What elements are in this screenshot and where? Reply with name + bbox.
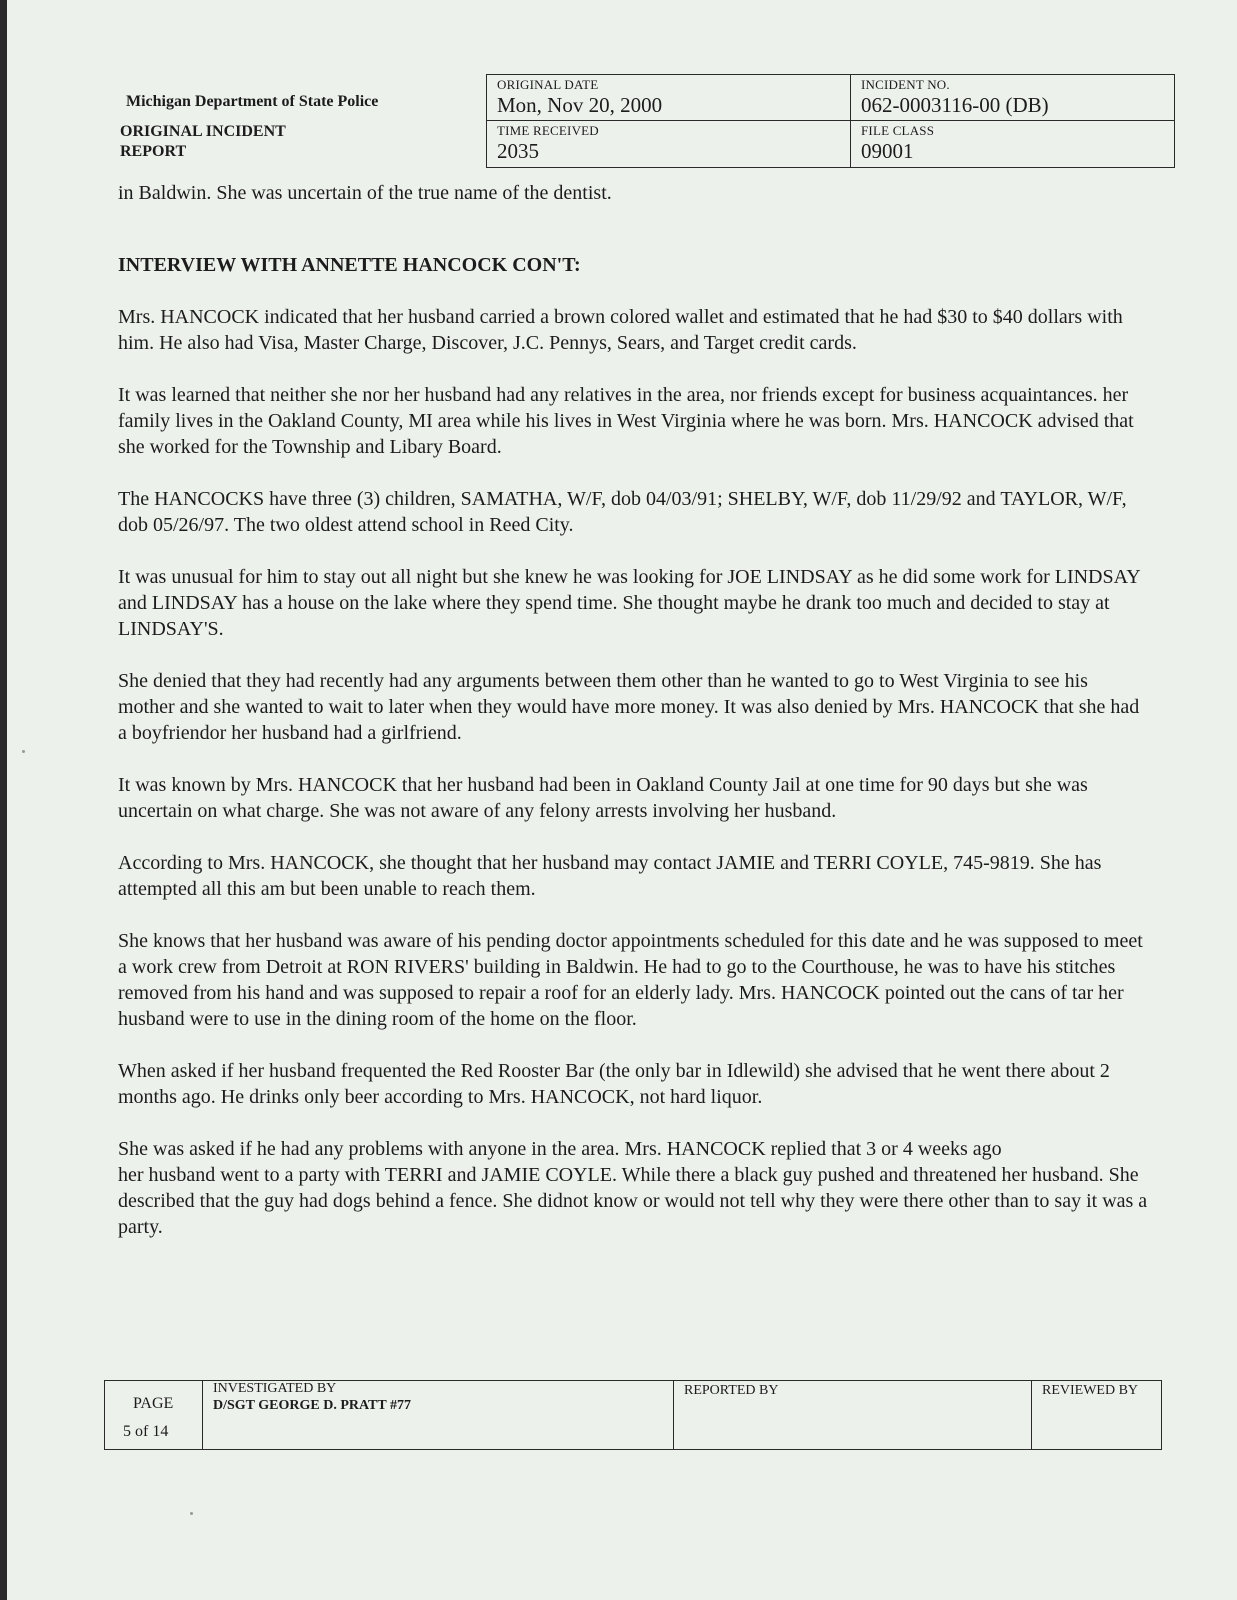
paragraph-party: her husband went to a party with TERRI and JAMIE COYLE. While there a black guy pushed and threatened her husband. She described that the guy had dogs behind a fence. She didnot know or would not tell why they were there other than to say it was a party.	[118, 1164, 1148, 1238]
file-class-cell	[851, 121, 1174, 167]
time-received-value: 2035	[497, 139, 539, 163]
original-date-value: Mon, Nov 20, 2000	[497, 93, 663, 117]
paragraph-jail: It was known by Mrs. HANCOCK that her husband had been in Oakland County Jail at one time for 90 days but she was uncertain on what charge. She was not aware of any felony arrests involving her husband.	[118, 774, 1088, 822]
paragraph-coyle-contact: According to Mrs. HANCOCK, she thought that her husband may contact JAMIE and TERRI COYLE, 745-9819. She has attempted all this am but been unable to reach them.	[118, 852, 1102, 900]
paragraph-lindsay: It was unusual for him to stay out all night but she knew he was looking for JOE LINDSAY as he did some work for LINDSAY and LINDSAY has a house on the lake where they spend time. She thought maybe he drank too much and decided to stay at LINDSAY'S.	[118, 566, 1140, 640]
report-body	[118, 180, 1148, 1240]
file-class-label: FILE CLASS	[861, 123, 935, 138]
footer-signature-box	[104, 1380, 1162, 1450]
page-cell	[105, 1381, 203, 1449]
paragraph-children: The HANCOCKS have three (3) children, SAMATHA, W/F, dob 04/03/91; SHELBY, W/F, dob 11/29/92 and TAYLOR, W/F, dob 05/26/97. The two oldest attend school in Reed City.	[118, 488, 1127, 536]
paragraph-problems: She was asked if he had any problems with anyone in the area. Mrs. HANCOCK replied that 3 or 4 weeks ago	[118, 1138, 1002, 1160]
paragraph-appointments: She knows that her husband was aware of his pending doctor appointments scheduled for this date and he was supposed to meet a work crew from Detroit at RON RIVERS' building in Baldwin. He had to go to the Courthouse, he was to have his stitches removed from his hand and was supposed to repair a roof for an elderly lady. Mrs. HANCOCK pointed out the cans of tar her husband were to use in the dining room of the home on the floor.	[118, 930, 1143, 1030]
original-date-label: ORIGINAL DATE	[497, 77, 599, 92]
investigated-by-value: D/SGT GEORGE D. PRATT #77	[213, 1398, 411, 1413]
scan-speck	[22, 750, 25, 753]
intro-paragraph: in Baldwin. She was uncertain of the true name of the dentist.	[118, 182, 612, 204]
file-class-value: 09001	[861, 139, 914, 163]
reviewed-by-cell	[1032, 1381, 1161, 1449]
page-value: 5 of 14	[123, 1423, 169, 1440]
report-title-line1: ORIGINAL INCIDENT	[120, 123, 286, 140]
paragraph-relatives: It was learned that neither she nor her husband had any relatives in the area, nor friends except for business acquaintances. her family lives in the Oakland County, MI area while his lives in West Virginia where he was born. Mrs. HANCOCK advised that she worked for the Township and Libary Board.	[118, 384, 1134, 458]
paragraph-wallet: Mrs. HANCOCK indicated that her husband carried a brown colored wallet and estimated that he had $30 to $40 dollars with him. He also had Visa, Master Charge, Discover, J.C. Pennys, Sears, and Target credit cards.	[118, 306, 1123, 354]
department-name: Michigan Department of State Police	[126, 93, 379, 110]
paragraph-arguments: She denied that they had recently had any arguments between them other than he wanted to go to West Virginia to see his mother and she wanted to wait to later when they would have more money. It was also denied by Mrs. HANCOCK that she had a boyfriendor her husband had a girlfriend.	[118, 670, 1140, 744]
scan-edge	[0, 0, 7, 1600]
time-received-cell	[487, 121, 851, 167]
report-title-line2: REPORT	[120, 143, 187, 160]
incident-no-value: 062-0003116-00 (DB)	[861, 93, 1049, 117]
investigated-by-cell	[203, 1381, 674, 1449]
original-date-cell	[487, 75, 851, 121]
section-heading: INTERVIEW WITH ANNETTE HANCOCK CON'T:	[118, 254, 581, 276]
time-received-label: TIME RECEIVED	[497, 123, 599, 138]
reviewed-by-label: REVIEWED BY	[1042, 1383, 1139, 1398]
reported-by-cell	[674, 1381, 1032, 1449]
page-label: PAGE	[133, 1395, 174, 1412]
report-title	[120, 122, 286, 162]
incident-no-label: INCIDENT NO.	[861, 77, 950, 92]
paragraph-red-rooster: When asked if her husband frequented the Red Rooster Bar (the only bar in Idlewild) she advised that he went there about 2 months ago. He drinks only beer according to Mrs. HANCOCK, not hard liquor.	[118, 1060, 1110, 1108]
investigated-by-label: INVESTIGATED BY	[213, 1381, 337, 1396]
header-info-box	[486, 74, 1175, 168]
scan-speck	[190, 1512, 193, 1515]
reported-by-label: REPORTED BY	[684, 1383, 779, 1398]
incident-no-cell	[851, 75, 1174, 121]
